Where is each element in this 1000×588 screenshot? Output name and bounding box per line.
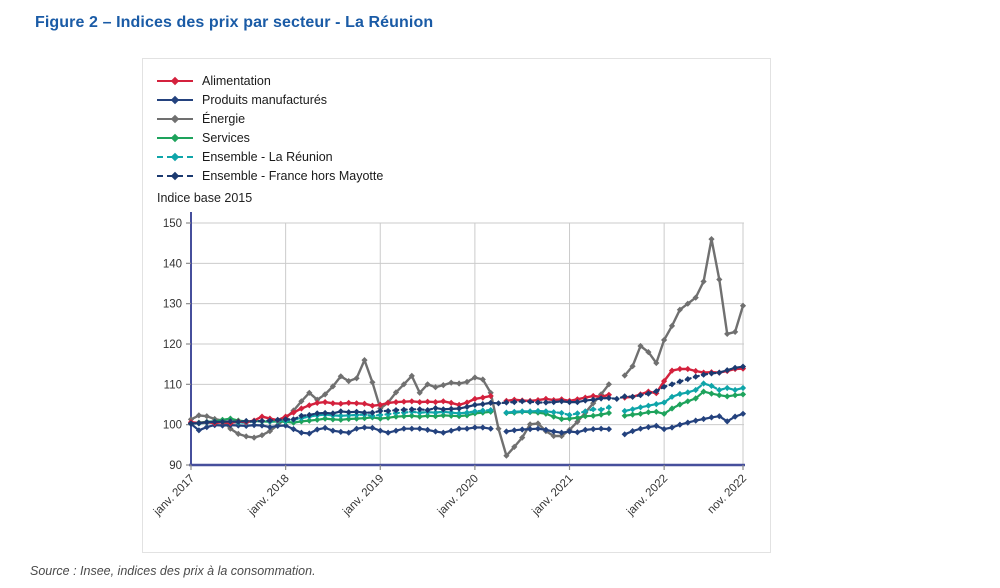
price-index-chart — [143, 59, 772, 554]
legend-label: Ensemble - La Réunion — [202, 149, 333, 164]
svg-text:90: 90 — [169, 460, 182, 472]
chart-card — [142, 58, 771, 553]
svg-text:janv. 2018: janv. 2018 — [246, 472, 292, 519]
svg-text:140: 140 — [162, 258, 182, 271]
svg-text:130: 130 — [162, 298, 182, 311]
svg-text:120: 120 — [162, 339, 182, 351]
figure-title: Figure 2 – Indices des prix par secteur - La Réunion — [35, 14, 434, 31]
svg-text:janv. 2021: janv. 2021 — [530, 472, 576, 519]
legend-label: Alimentation — [202, 73, 271, 88]
svg-text:janv. 2022: janv. 2022 — [624, 472, 671, 519]
svg-text:janv. 2020: janv. 2020 — [435, 472, 482, 519]
source-note: Source : Insee, indices des prix à la consommation. — [30, 564, 316, 578]
y-tick-labels — [163, 218, 182, 472]
svg-text:nov. 2022: nov. 2022 — [705, 472, 750, 517]
legend-label: Énergie — [202, 111, 246, 126]
svg-text:110: 110 — [163, 379, 182, 392]
svg-text:100: 100 — [162, 419, 182, 432]
svg-text:janv. 2019: janv. 2019 — [340, 472, 387, 519]
legend-label: Services — [202, 130, 250, 145]
series-Énergie — [188, 236, 746, 459]
svg-text:janv. 2017: janv. 2017 — [151, 472, 198, 519]
svg-text:150: 150 — [162, 218, 182, 230]
legend-label: Ensemble - France hors Mayotte — [202, 168, 384, 183]
y-axis-title: Indice base 2015 — [157, 191, 253, 205]
x-tick-labels — [151, 473, 749, 519]
legend-label: Produits manufacturés — [202, 92, 328, 107]
